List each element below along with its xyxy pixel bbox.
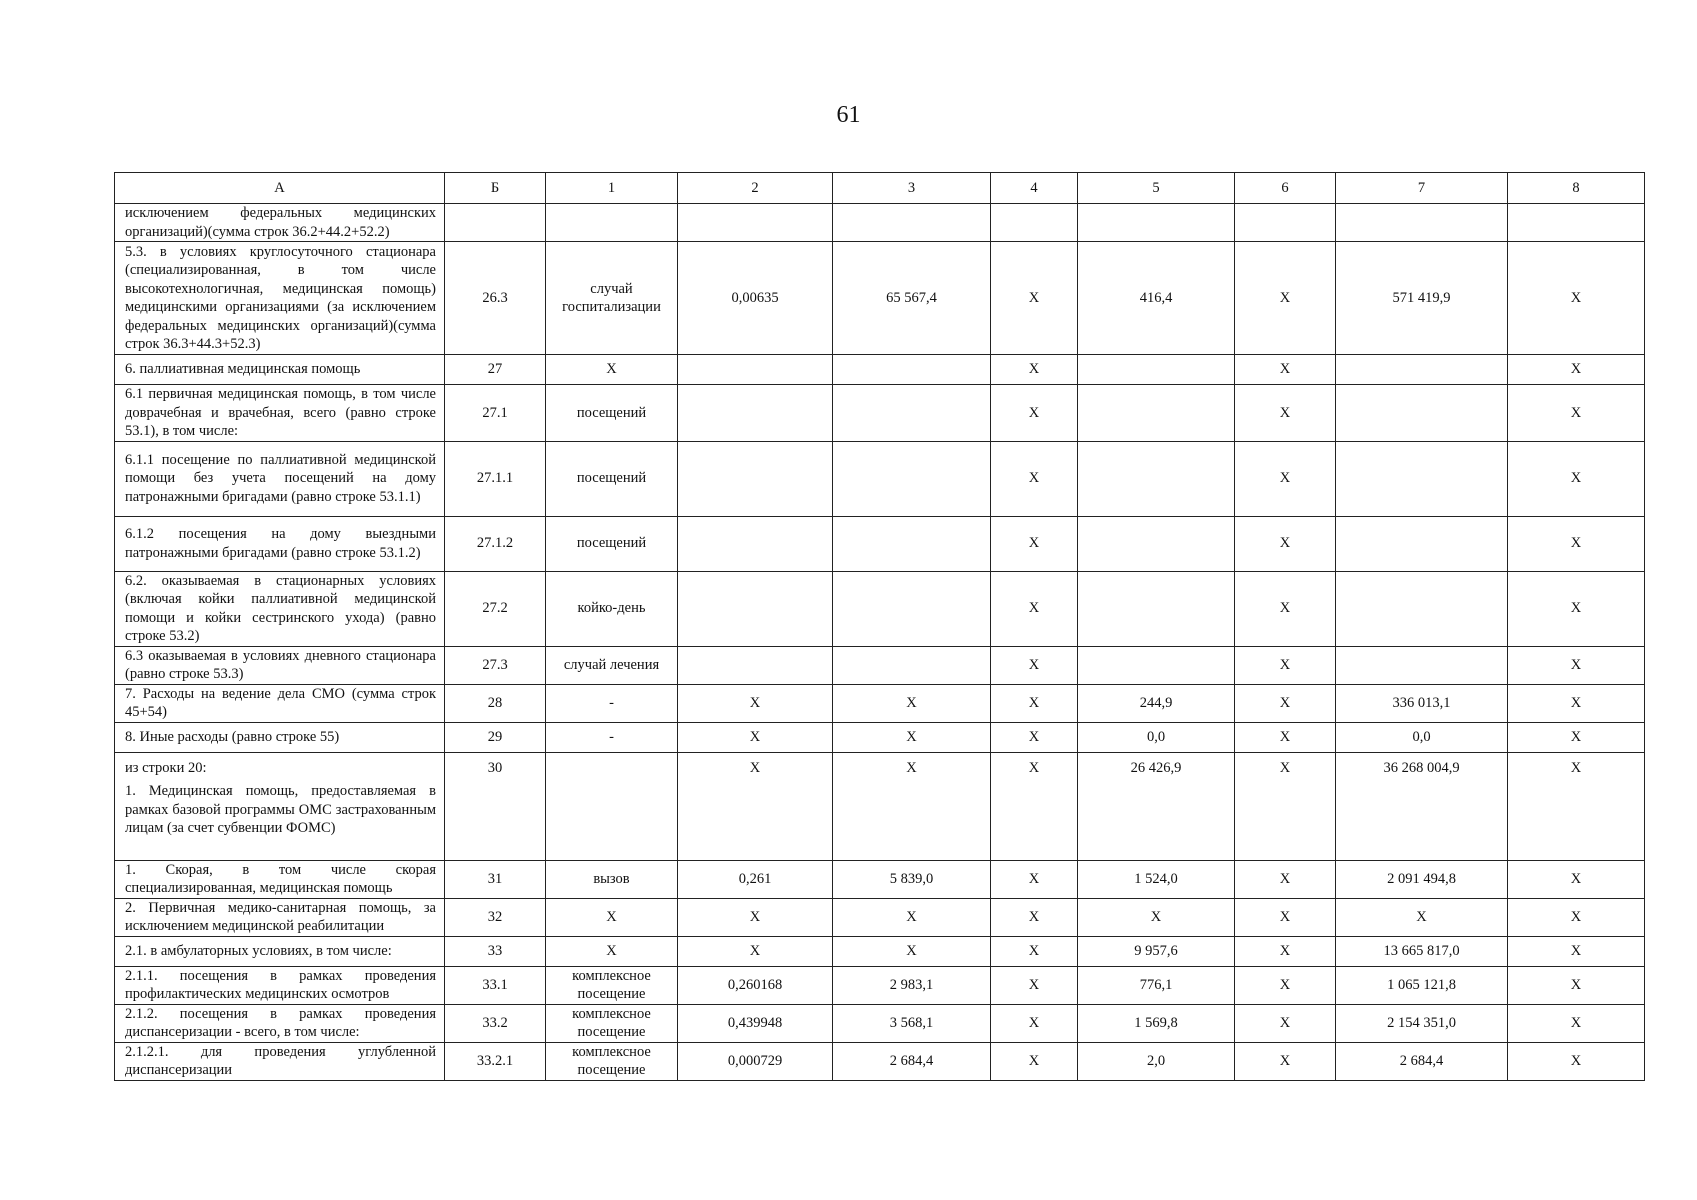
row-description — [115, 898, 445, 936]
table-cell: 30 — [445, 752, 546, 860]
row-description — [115, 966, 445, 1004]
table-cell — [1336, 355, 1508, 385]
row-description — [115, 204, 445, 242]
table-cell: 0,000729 — [678, 1042, 833, 1080]
row-description-text: 2.1.2. посещения в рамках проведения диспансеризации - всего, в том числе: — [125, 1005, 436, 1040]
table-row — [115, 898, 1645, 936]
table-row — [115, 966, 1645, 1004]
row-description — [115, 722, 445, 752]
table-cell: X — [678, 898, 833, 936]
table-cell — [678, 571, 833, 646]
table-cell: X — [1078, 898, 1235, 936]
table-cell: койко-день — [546, 571, 678, 646]
table-cell: X — [546, 898, 678, 936]
table-cell: 0,439948 — [678, 1004, 833, 1042]
column-header: 4 — [991, 173, 1078, 204]
table-cell — [1336, 516, 1508, 571]
table-cell: X — [546, 355, 678, 385]
table-cell: 5 839,0 — [833, 860, 991, 898]
table-cell — [678, 204, 833, 242]
table-cell: X — [1235, 646, 1336, 684]
table-cell: X — [1508, 646, 1645, 684]
table-cell: X — [991, 898, 1078, 936]
table-cell: X — [991, 936, 1078, 966]
table-cell: X — [1235, 722, 1336, 752]
table-cell: 0,0 — [1336, 722, 1508, 752]
column-header: 5 — [1078, 173, 1235, 204]
row-description — [115, 1042, 445, 1080]
table-row — [115, 516, 1645, 571]
row-description — [115, 860, 445, 898]
row-description — [115, 242, 445, 355]
table-cell: вызов — [546, 860, 678, 898]
table-cell — [833, 571, 991, 646]
row-description — [115, 1004, 445, 1042]
table-cell: X — [678, 936, 833, 966]
table-cell: 65 567,4 — [833, 242, 991, 355]
table-cell — [445, 204, 546, 242]
row-description-text: 2.1.2.1. для проведения углубленной диспансеризации — [125, 1043, 436, 1078]
row-description — [115, 516, 445, 571]
table-cell: X — [833, 722, 991, 752]
table-row — [115, 722, 1645, 752]
table-cell: 32 — [445, 898, 546, 936]
table-cell: 28 — [445, 684, 546, 722]
table-cell — [546, 204, 678, 242]
table-row — [115, 242, 1645, 355]
column-header: 7 — [1336, 173, 1508, 204]
table-cell: X — [1508, 516, 1645, 571]
table-cell — [678, 646, 833, 684]
row-description-text: 2. Первичная медико-санитарная помощь, за исключением медицинской реабилитации — [125, 899, 436, 934]
table-cell: X — [991, 1004, 1078, 1042]
table-cell — [678, 385, 833, 442]
table-cell: X — [833, 898, 991, 936]
row-description — [115, 441, 445, 516]
table-cell: X — [1235, 1042, 1336, 1080]
column-header: 6 — [1235, 173, 1336, 204]
column-header: 1 — [546, 173, 678, 204]
table-cell — [1078, 385, 1235, 442]
table-cell: X — [991, 646, 1078, 684]
table-cell: посещений — [546, 385, 678, 442]
table-row — [115, 936, 1645, 966]
table-row — [115, 684, 1645, 722]
table-row — [115, 441, 1645, 516]
table-cell: X — [1235, 355, 1336, 385]
table-cell: 13 665 817,0 — [1336, 936, 1508, 966]
row-description-text: 2.1.1. посещения в рамках проведения профилактических медицинских осмотров — [125, 967, 436, 1002]
data-table — [114, 172, 1645, 1081]
table-cell — [1336, 385, 1508, 442]
table-cell: 2,0 — [1078, 1042, 1235, 1080]
table-cell: X — [1508, 860, 1645, 898]
row-description — [115, 355, 445, 385]
table-cell — [1078, 204, 1235, 242]
table-cell: X — [1235, 684, 1336, 722]
table-cell: 26.3 — [445, 242, 546, 355]
table-cell: X — [1235, 898, 1336, 936]
table-cell: X — [1235, 516, 1336, 571]
row-description — [115, 936, 445, 966]
table-row — [115, 1042, 1645, 1080]
table-cell: X — [991, 752, 1078, 860]
table-cell: X — [1508, 355, 1645, 385]
table-cell: 27 — [445, 355, 546, 385]
row-description-text: 6.1 первичная медицинская помощь, в том числе доврачебная и врачебная, всего (равно строке 53.1), в том числе: — [125, 386, 436, 439]
table-cell: 0,260168 — [678, 966, 833, 1004]
table-cell: 244,9 — [1078, 684, 1235, 722]
row-description-text: 6.1.2 посещения на дому выездными патронажными бригадами (равно строке 53.1.2) — [125, 526, 436, 561]
table-cell: X — [678, 684, 833, 722]
table-cell: 26 426,9 — [1078, 752, 1235, 860]
table-cell: 3 568,1 — [833, 1004, 991, 1042]
row-description-text: 7. Расходы на ведение дела СМО (сумма строк 45+54) — [125, 685, 436, 720]
table-cell: 33.1 — [445, 966, 546, 1004]
column-header: 8 — [1508, 173, 1645, 204]
table-cell: X — [1508, 898, 1645, 936]
table-cell: случай лечения — [546, 646, 678, 684]
table-cell: X — [991, 722, 1078, 752]
table-cell: - — [546, 722, 678, 752]
table-cell: комплексное посещение — [546, 966, 678, 1004]
table-cell — [546, 752, 678, 860]
table-cell: X — [833, 684, 991, 722]
table-cell: X — [678, 752, 833, 860]
table-cell — [833, 646, 991, 684]
table-row — [115, 204, 1645, 242]
row-description — [115, 684, 445, 722]
row-description-text: 8. Иные расходы (равно строке 55) — [125, 728, 340, 745]
table-header-row — [115, 173, 1645, 204]
row-description-text: 1. Медицинская помощь, предоставляемая в рамках базовой программы ОМС застрахованным лицам (за счет субвенции ФОМС) — [125, 783, 436, 836]
row-description — [115, 646, 445, 684]
table-cell — [1336, 441, 1508, 516]
table-cell: X — [991, 385, 1078, 442]
row-description — [115, 571, 445, 646]
table-cell: 27.2 — [445, 571, 546, 646]
table-cell: 0,00635 — [678, 242, 833, 355]
table-row — [115, 646, 1645, 684]
table-cell: X — [991, 571, 1078, 646]
table-cell — [1078, 571, 1235, 646]
table-cell: X — [1235, 571, 1336, 646]
table-cell: комплексное посещение — [546, 1042, 678, 1080]
table-cell: 416,4 — [1078, 242, 1235, 355]
row-description-text: 5.3. в условиях круглосуточного стационара (специализированная, в том числе высокотехнологичная, медицинская помощь) медицинскими организациями (за исключением федеральных медицинских организаций)(сумма строк 36.3+44.3+52.3) — [125, 243, 436, 352]
table-cell — [833, 355, 991, 385]
column-header: Б — [445, 173, 546, 204]
table-row — [115, 385, 1645, 442]
table-cell: 2 684,4 — [1336, 1042, 1508, 1080]
table-row — [115, 860, 1645, 898]
table-cell: X — [1235, 936, 1336, 966]
table-cell — [1336, 646, 1508, 684]
table-cell: 31 — [445, 860, 546, 898]
table-cell: 36 268 004,9 — [1336, 752, 1508, 860]
table-row — [115, 752, 1645, 860]
table-cell — [1078, 646, 1235, 684]
row-description-text: 6.2. оказываемая в стационарных условиях (включая койки паллиативной медицинской помощи и койки сестринского ухода) (равно строке 53.2) — [125, 572, 436, 644]
table-cell: X — [546, 936, 678, 966]
table-cell: посещений — [546, 516, 678, 571]
table-cell: X — [1508, 571, 1645, 646]
table-cell: X — [991, 684, 1078, 722]
table-cell — [1508, 204, 1645, 242]
table-cell: 27.1.1 — [445, 441, 546, 516]
row-description-text: 1. Скорая, в том числе скорая специализированная, медицинская помощь — [125, 861, 436, 896]
table-cell — [833, 204, 991, 242]
table-cell: 2 091 494,8 — [1336, 860, 1508, 898]
table-cell: 33 — [445, 936, 546, 966]
table-cell: комплексное посещение — [546, 1004, 678, 1042]
table-cell: X — [1235, 385, 1336, 442]
column-header: 3 — [833, 173, 991, 204]
table-cell: X — [991, 355, 1078, 385]
table-cell: X — [1508, 385, 1645, 442]
table-cell: X — [678, 722, 833, 752]
table-cell — [991, 204, 1078, 242]
table-cell: X — [1508, 966, 1645, 1004]
table-cell: 336 013,1 — [1336, 684, 1508, 722]
column-header: А — [115, 173, 445, 204]
table-cell: 9 957,6 — [1078, 936, 1235, 966]
table-cell: X — [1235, 1004, 1336, 1042]
table-cell — [678, 516, 833, 571]
table-cell — [1078, 516, 1235, 571]
table-cell: 2 983,1 — [833, 966, 991, 1004]
table-cell: 27.3 — [445, 646, 546, 684]
table-cell: X — [991, 242, 1078, 355]
table-cell: X — [1508, 722, 1645, 752]
table-cell: X — [991, 516, 1078, 571]
table-cell: 2 154 351,0 — [1336, 1004, 1508, 1042]
row-description-text: исключением федеральных медицинских организаций)(сумма строк 36.2+44.2+52.2) — [125, 205, 436, 240]
table-cell: 27.1.2 — [445, 516, 546, 571]
table-cell: X — [1508, 441, 1645, 516]
table-cell: X — [1235, 860, 1336, 898]
row-description-text: 6.3 оказываемая в условиях дневного стационара (равно строке 53.3) — [125, 647, 436, 682]
table-cell: 27.1 — [445, 385, 546, 442]
row-description-text: 6. паллиативная медицинская помощь — [125, 361, 361, 378]
table-cell: 0,261 — [678, 860, 833, 898]
table-cell — [833, 441, 991, 516]
row-description-text: из строки 20: — [125, 759, 207, 776]
table-cell: X — [991, 1042, 1078, 1080]
table-cell: X — [1235, 752, 1336, 860]
table-cell: 1 569,8 — [1078, 1004, 1235, 1042]
table-cell — [833, 385, 991, 442]
table-cell: X — [1235, 242, 1336, 355]
row-description-text: 2.1. в амбулаторных условиях, в том числе: — [125, 942, 392, 959]
table-cell — [678, 441, 833, 516]
table-cell: X — [1508, 684, 1645, 722]
table-cell: 1 524,0 — [1078, 860, 1235, 898]
column-header: 2 — [678, 173, 833, 204]
page-number: 61 — [836, 102, 861, 128]
table-cell: X — [1508, 242, 1645, 355]
table-cell — [678, 355, 833, 385]
table-cell: X — [833, 752, 991, 860]
table-cell: X — [1235, 966, 1336, 1004]
table-cell: 0,0 — [1078, 722, 1235, 752]
row-description-text: 6.1.1 посещение по паллиативной медицинской помощи без учета посещений на дому патронажными бригадами (равно строке 53.1.1) — [125, 451, 436, 505]
table-cell: 1 065 121,8 — [1336, 966, 1508, 1004]
table-cell: X — [1508, 1004, 1645, 1042]
table-cell: 29 — [445, 722, 546, 752]
table-cell — [833, 516, 991, 571]
table-cell: 33.2.1 — [445, 1042, 546, 1080]
table-cell — [1078, 355, 1235, 385]
table-row — [115, 571, 1645, 646]
table-row — [115, 1004, 1645, 1042]
table-cell: X — [991, 966, 1078, 1004]
table-cell: случай госпитализации — [546, 242, 678, 355]
table-cell — [1078, 441, 1235, 516]
table-cell: 33.2 — [445, 1004, 546, 1042]
table-cell: 2 684,4 — [833, 1042, 991, 1080]
table-cell: X — [1508, 936, 1645, 966]
row-description — [115, 752, 445, 860]
table-cell: X — [1508, 1042, 1645, 1080]
table-cell: X — [833, 936, 991, 966]
table-cell: X — [1336, 898, 1508, 936]
table-cell: - — [546, 684, 678, 722]
table-cell — [1336, 204, 1508, 242]
table-cell — [1235, 204, 1336, 242]
table-cell: посещений — [546, 441, 678, 516]
table-cell: X — [1235, 441, 1336, 516]
table-cell — [1336, 571, 1508, 646]
table-cell: X — [1508, 752, 1645, 860]
table-cell: 776,1 — [1078, 966, 1235, 1004]
table-cell: X — [991, 860, 1078, 898]
table-row — [115, 355, 1645, 385]
row-description — [115, 385, 445, 442]
table-cell: 571 419,9 — [1336, 242, 1508, 355]
table-cell: X — [991, 441, 1078, 516]
table-body — [115, 204, 1645, 1081]
